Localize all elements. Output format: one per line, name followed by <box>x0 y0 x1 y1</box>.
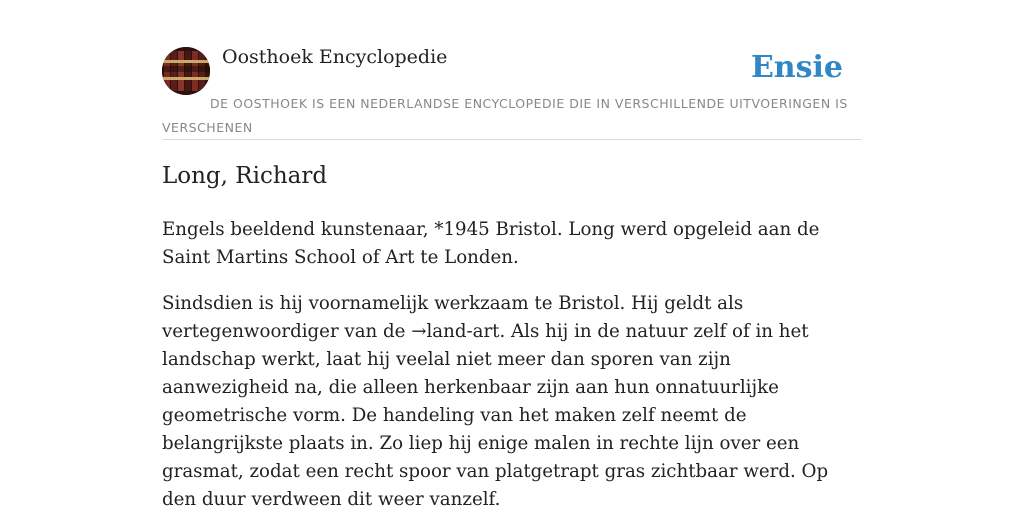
paragraph-text: Sindsdien is hij voornamelijk werkzaam te Bristol. Hij geldt als vertegenwoordiger van de <box>162 293 744 342</box>
paragraph-text: . Als hij in de natuur zelf of in het landschap werkt, laat hij veelal niet meer dan sporen van zijn aanwezigheid na, die alleen herkenbaar zijn aan hun onnatuurlijke geometrische vorm. De handeling van het maken zelf neemt de belangrijkste plaats in. Zo liep hij enige malen in rechte lijn over een grasmat, zodat een recht spoor van platgetrapt gras zichtbaar werd. Op den duur verdween dit weer vanzelf. <box>162 321 829 510</box>
site-tagline: DE OOSTHOEK IS EEN NEDERLANDSE ENCYCLOPEDIE DIE IN VERSCHILLENDE UITVOERINGEN IS VERSCHENEN <box>162 96 848 135</box>
paragraph <box>162 290 862 514</box>
header-divider <box>162 139 862 140</box>
article-title: Long, Richard <box>162 163 328 189</box>
land-art-link[interactable]: →land-art <box>411 321 500 342</box>
article-body <box>162 216 862 532</box>
brand-logo[interactable]: Ensie <box>750 50 843 85</box>
site-name[interactable]: Oosthoek Encyclopedie <box>222 46 448 68</box>
paragraph: Engels beeldend kunstenaar, *1945 Bristol. Long werd opgeleid aan de Saint Martins School of Art te Londen. <box>162 219 820 268</box>
book-spines-icon[interactable] <box>162 47 210 95</box>
